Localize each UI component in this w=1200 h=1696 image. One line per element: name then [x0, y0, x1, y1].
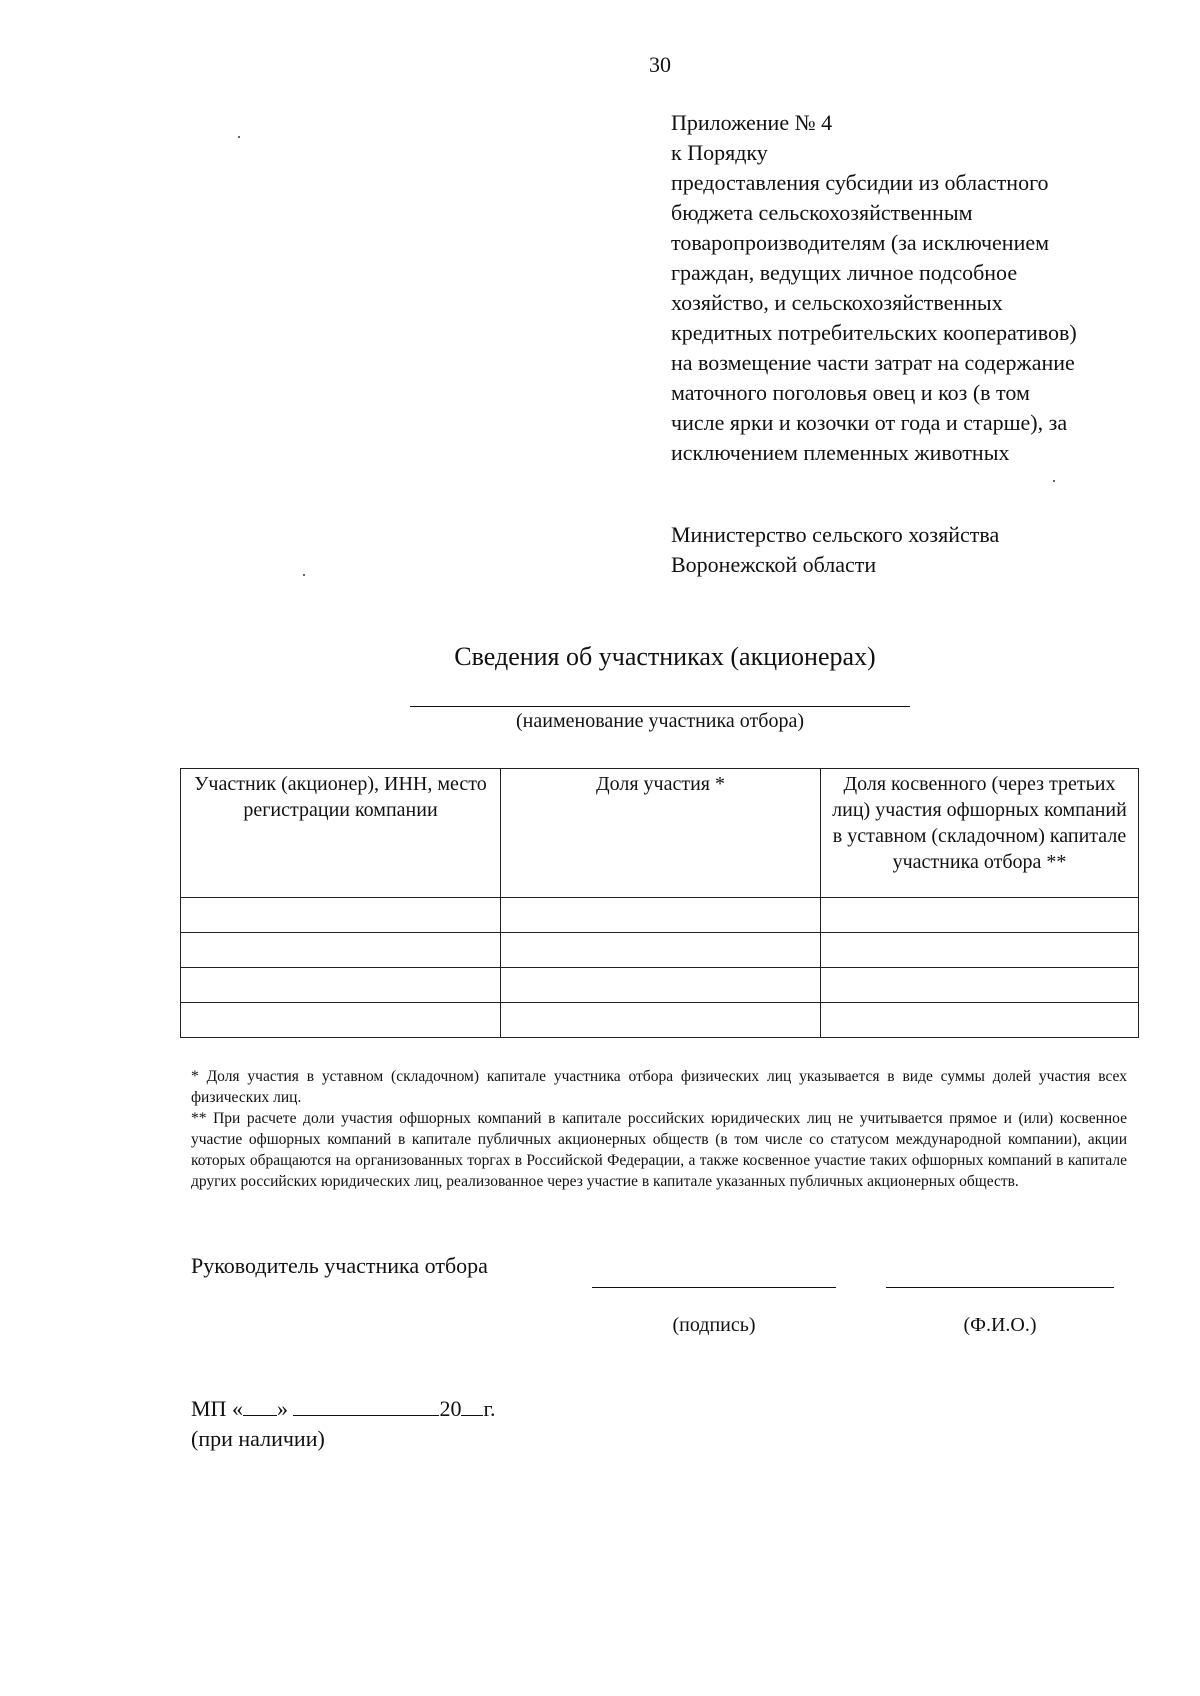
scan-speck: [303, 574, 305, 576]
stamp-date-line: [191, 1393, 496, 1424]
signature-line[interactable]: [592, 1287, 836, 1288]
scan-speck: [238, 136, 240, 138]
table-cell[interactable]: [181, 898, 501, 933]
signature-caption: (подпись): [672, 1314, 756, 1336]
appendix-line: хозяйство, и сельскохозяйственных: [671, 290, 1003, 315]
participant-name-line[interactable]: [410, 706, 910, 707]
year-prefix: 20: [439, 1396, 462, 1421]
table-cell[interactable]: [501, 898, 821, 933]
footnotes: [191, 1066, 1127, 1192]
appendix-line: маточного поголовья овец и коз (в том: [671, 380, 1030, 405]
day-open-quote: «: [231, 1396, 243, 1421]
table-cell[interactable]: [181, 968, 501, 1003]
footnote-2: ** При расчете доли участия офшорных компаний в капитале российских юридических лиц не учитывается прямое и (или) косвенное участие офшорных компаний в капитале публичных акционерных обществ (в том числе со статусом международной компании), акции которых обращаются на организованных торгах в Российской Федерации, а также косвенное участие таких офшорных компаний в капитале других российских юридических лиц, реализованное через участие в капитале указанных публичных акционерных обществ.: [191, 1110, 1127, 1190]
year-suffix: г.: [483, 1396, 496, 1421]
appendix-line: к Порядку: [671, 140, 768, 165]
appendix-line: числе ярки и козочки от года и старше), за: [671, 410, 1068, 435]
table-cell[interactable]: [181, 933, 501, 968]
year-blank[interactable]: [461, 1393, 483, 1416]
full-name-caption: (Ф.И.О.): [963, 1314, 1037, 1336]
footnote-1: * Доля участия в уставном (складочном) капитале участника отбора физических лиц указывается в виде суммы долей участия всех физических лиц.: [191, 1068, 1127, 1106]
appendix-line: исключением племенных животных: [671, 440, 1010, 465]
appendix-line: на возмещение части затрат на содержание: [671, 350, 1075, 375]
table-cell[interactable]: [821, 968, 1139, 1003]
participant-name-caption: (наименование участника отбора): [516, 710, 804, 732]
table-row: [181, 1003, 1139, 1038]
appendix-line: кредитных потребительских кооперативов): [671, 320, 1077, 345]
page-number: 30: [649, 52, 671, 77]
table-cell[interactable]: [821, 898, 1139, 933]
appendix-line: граждан, ведущих личное подсобное: [671, 260, 1018, 285]
month-blank[interactable]: [293, 1393, 439, 1416]
appendix-line: бюджета сельскохозяйственным: [671, 200, 973, 225]
table-cell[interactable]: [821, 1003, 1139, 1038]
table-cell[interactable]: [501, 968, 821, 1003]
appendix-line: товаропроизводителям (за исключением: [671, 230, 1050, 255]
appendix-block: [671, 108, 1141, 468]
table-cell[interactable]: [501, 1003, 821, 1038]
table-row: [181, 933, 1139, 968]
ministry-line: Воронежской области: [671, 552, 877, 577]
stamp-mp: МП: [191, 1396, 227, 1421]
header-offshore-share: Доля косвенного (через третьих лиц) участия офшорных компаний в уставном (складочном) капитале участника отбора **: [821, 769, 1139, 898]
stamp-note: (при наличии): [191, 1426, 325, 1451]
full-name-line[interactable]: [886, 1287, 1114, 1288]
document-title: Сведения об участниках (акционерах): [454, 642, 876, 671]
header-participant: Участник (акционер), ИНН, место регистрации компании: [181, 769, 501, 898]
table-cell[interactable]: [501, 933, 821, 968]
header-share: Доля участия *: [501, 769, 821, 898]
ministry-line: Министерство сельского хозяйства: [671, 522, 1000, 547]
signature-label: Руководитель участника отбора: [191, 1253, 488, 1278]
participants-table: [180, 768, 1139, 1038]
day-blank[interactable]: [243, 1393, 277, 1416]
day-close-quote: »: [276, 1396, 288, 1421]
appendix-line: Приложение № 4: [671, 110, 833, 135]
stamp-date-block: [191, 1393, 496, 1454]
table-cell[interactable]: [821, 933, 1139, 968]
table-header-row: [181, 769, 1139, 898]
table-cell[interactable]: [181, 1003, 501, 1038]
appendix-line: предоставления субсидии из областного: [671, 170, 1049, 195]
ministry-block: [671, 520, 1141, 580]
table-row: [181, 968, 1139, 1003]
table-row: [181, 898, 1139, 933]
scan-speck: [1053, 480, 1055, 482]
